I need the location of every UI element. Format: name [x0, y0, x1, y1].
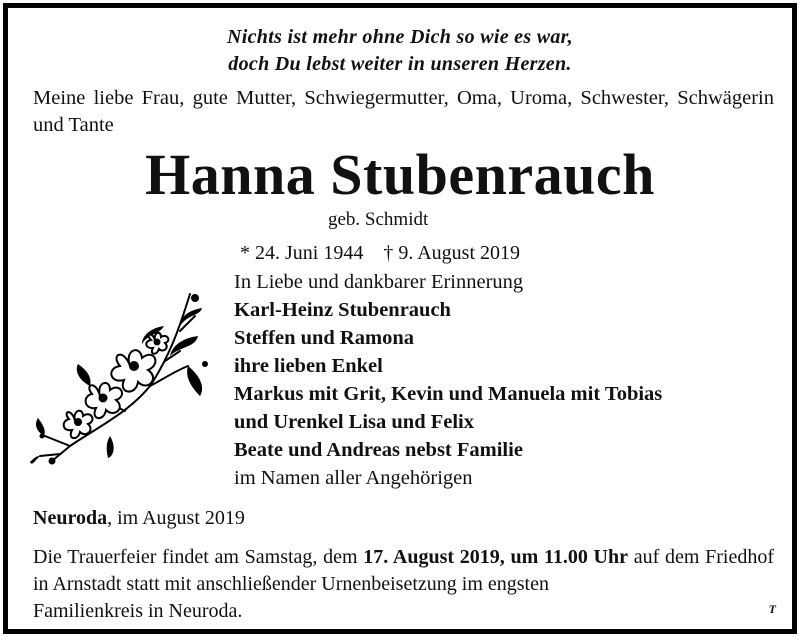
place-and-date — [33, 504, 245, 532]
birth-date: * 24. Juni 1944 — [240, 242, 364, 264]
deceased-name: Hanna Stubenrauch — [145, 142, 655, 207]
funeral-announcement — [33, 544, 774, 625]
death-date: † 9. August 2019 — [383, 242, 521, 264]
relationship-intro: Meine liebe Frau, gute Mutter, Schwiegermutter, Oma, Uroma, Schwester, Schwägerin und Tante — [33, 87, 774, 136]
mourner-name: Karl-Heinz Stubenrauch — [234, 299, 451, 321]
funeral-text-1: Die Trauerfeier findet am Samstag, dem — [33, 546, 364, 568]
flower-branch-icon — [30, 286, 220, 466]
mourners-intro: In Liebe und dankbarer Erinnerung — [234, 271, 524, 293]
funeral-date-time: 17. August 2019, um 11.00 Uhr — [363, 546, 629, 568]
obituary-notice — [3, 3, 797, 634]
place-town: Neuroda — [33, 507, 108, 529]
motto-line-1: Nichts ist mehr ohne Dich so wie es war, — [227, 26, 573, 48]
mourner-name: Beate und Andreas nebst Familie — [234, 439, 523, 461]
mourner-name: Steffen und Ramona — [234, 327, 414, 349]
mourners-list — [234, 268, 662, 492]
motto-line-2: doch Du lebst weiter in unseren Herzen. — [228, 53, 572, 75]
publisher-mark: T — [768, 602, 776, 616]
mourners-closing: im Namen aller Angehörigen — [234, 467, 473, 489]
mourner-name: und Urenkel Lisa und Felix — [234, 411, 474, 433]
funeral-text-3: Familienkreis in Neuroda. — [33, 600, 243, 622]
life-dates — [240, 239, 540, 267]
mourner-name: Markus mit Grit, Kevin und Manuela mit Tobias — [234, 383, 663, 405]
funeral-text-2: auf dem Friedhof in Arnstadt statt mit anschließender Urnenbeisetzung im engsten — [33, 546, 774, 595]
maiden-name: geb. Schmidt — [328, 209, 429, 230]
mourner-name: ihre lieben Enkel — [234, 355, 383, 377]
motto — [8, 24, 792, 78]
place-date: , im August 2019 — [107, 507, 245, 529]
